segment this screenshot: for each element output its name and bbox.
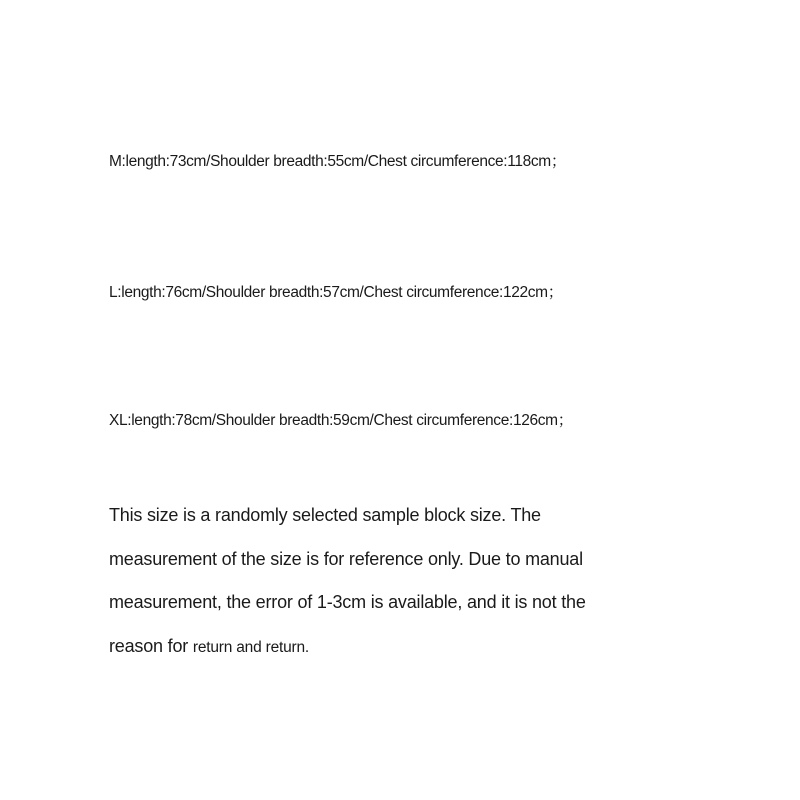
disclaimer-line-1: This size is a randomly selected sample block size. The [109, 505, 541, 525]
size-l-measurements: L:length:76cm/Shoulder breadth:57cm/Chest circumference:122cm； [109, 284, 563, 301]
disclaimer-line-2: measurement of the size is for reference only. Due to manual [109, 548, 583, 569]
disclaimer-line-4 [109, 625, 709, 670]
disclaimer-line-4-end: return and return. [192, 638, 310, 656]
disclaimer-line-3: measurement, the error of 1-3cm is available, and it is not the [109, 592, 586, 612]
size-m-measurements: M:length:73cm/Shoulder breadth:55cm/Chest circumference:118cm； [109, 153, 567, 170]
disclaimer-line-4-start: reason for [109, 635, 193, 656]
size-xl-measurements: XL:length:78cm/Shoulder breadth:59cm/Chest circumference:126cm； [109, 412, 573, 429]
measurement-disclaimer [109, 494, 709, 669]
